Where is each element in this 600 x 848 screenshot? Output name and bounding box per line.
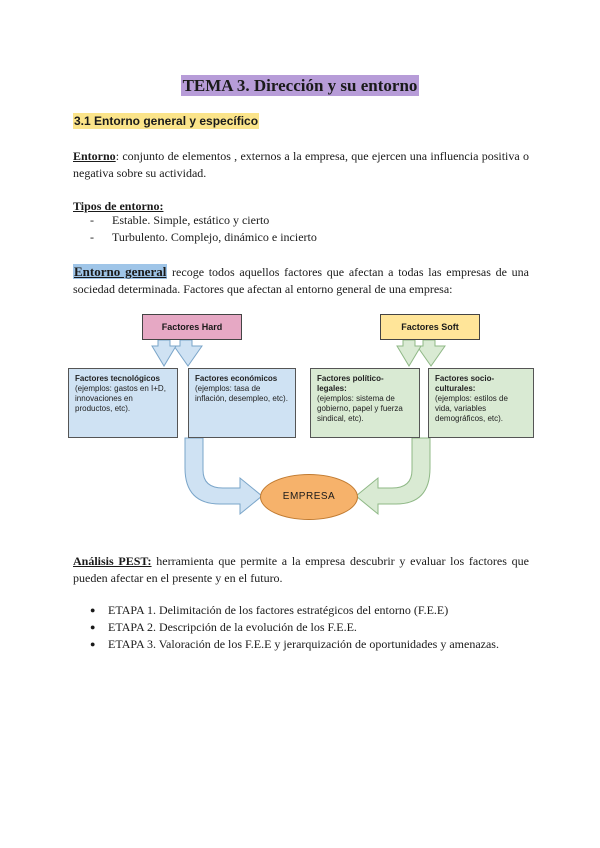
- tipos-list: [90, 212, 317, 246]
- entorno-general-text: recoge todos aquellos factores que afectan a todas las empresas de una sociedad determinada. Factores que afectan al entorno general de una empresa:: [73, 265, 529, 296]
- hard-split-arrow-right: [174, 340, 202, 366]
- soft-split-arrow-right: [417, 340, 445, 366]
- factor-box-politico-legales: Factores político-legales: (ejemplos: sistema de gobierno, papel y fuerza sindical, etc).: [310, 368, 420, 438]
- hard-split-arrow-left: [152, 340, 176, 366]
- etapas-list: [90, 602, 499, 653]
- page-title: TEMA 3. Dirección y su entorno: [182, 76, 418, 95]
- list-item: ● ETAPA 3. Valoración de los F.E.E y jerarquización de oportunidades y amenazas.: [90, 637, 499, 651]
- list-item: - Estable. Simple, estático y cierto: [90, 213, 270, 227]
- list-item: ● ETAPA 2. Descripción de la evolución de los F.E.E.: [90, 620, 357, 634]
- entorno-definition: [73, 148, 529, 182]
- factor-box-tecnologicos: Factores tecnológicos (ejemplos: gastos en I+D, innovaciones en productos, etc).: [68, 368, 178, 438]
- factores-hard-label: Factores Hard: [142, 314, 242, 340]
- tipos-heading: Tipos de entorno:: [73, 199, 164, 213]
- pest-paragraph: [73, 553, 529, 587]
- entorno-term: Entorno: [73, 149, 116, 163]
- pest-text: herramienta que permite a la empresa descubrir y evaluar los factores que pueden afectar en el presente y en el futuro.: [73, 554, 529, 585]
- section-heading: 3.1 Entorno general y específico: [74, 114, 259, 128]
- entorno-general-term: Entorno general: [74, 264, 167, 279]
- factor-box-socio-culturales: Factores socio-culturales: (ejemplos: estilos de vida, variables demográficos, etc).: [428, 368, 534, 438]
- pest-term: Análisis PEST:: [73, 554, 152, 568]
- list-item: - Turbulento. Complejo, dinámico e incierto: [90, 230, 317, 244]
- empresa-node: EMPRESA: [260, 474, 358, 520]
- entorno-text: : conjunto de elementos , externos a la empresa, que ejercen una influencia positiva o negativa sobre su actividad.: [73, 149, 529, 180]
- blue-curved-arrow: [185, 438, 262, 514]
- green-curved-arrow: [356, 438, 430, 514]
- soft-split-arrow-left: [397, 340, 421, 366]
- factors-diagram: [60, 310, 540, 530]
- factores-soft-label: Factores Soft: [380, 314, 480, 340]
- entorno-general-paragraph: [73, 263, 529, 298]
- factor-box-economicos: Factores económicos (ejemplos: tasa de inflación, desempleo, etc).: [188, 368, 296, 438]
- list-item: ● ETAPA 1. Delimitación de los factores estratégicos del entorno (F.E.E): [90, 603, 449, 617]
